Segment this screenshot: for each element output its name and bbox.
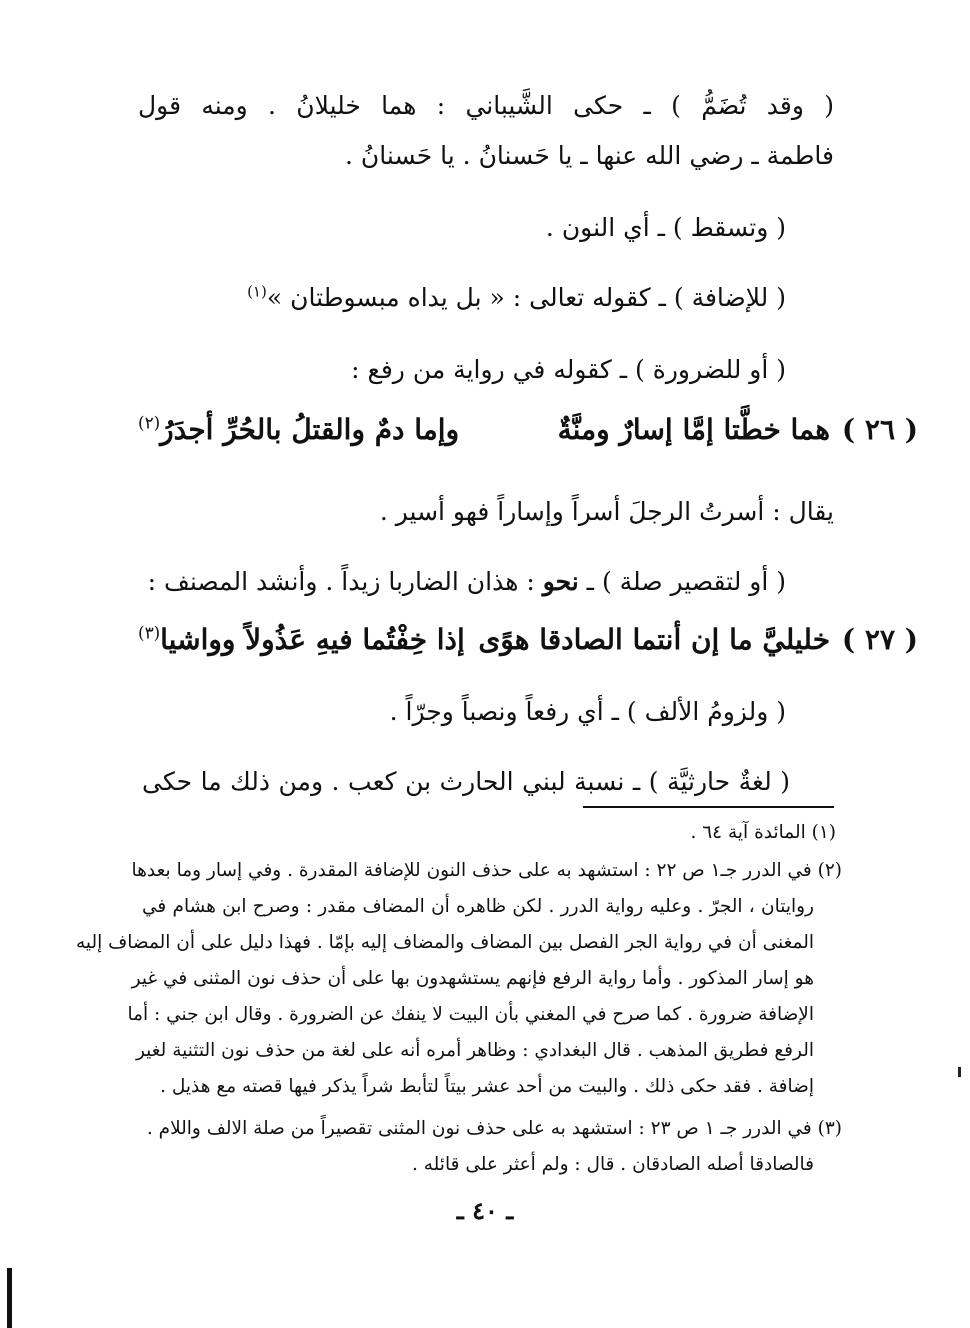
footnote-ref-2: (٢) — [138, 412, 161, 433]
scan-edge-mark — [7, 1268, 12, 1328]
verse-27 — [138, 620, 918, 664]
scan-speck — [958, 1067, 961, 1077]
footnote-2-line-1: (٢) في الدرر جـ١ ص ٢٢ : استشهد به على حذف النون للإضافة المقدرة . وفي إسار وما بعدها — [131, 860, 842, 881]
footnote-ref-1: (١) — [247, 282, 267, 301]
footnote-2-line-2: روايتان ، الجرّ . وعليه رواية الدرر . لكن ظاهره أن المضاف مقدر : وصرح ابن هشام في — [142, 896, 814, 917]
body-line-7: ( أو لتقصير صلة ) ـ نحو : هذان الضاربا زيداً . وأنشد المصنف : — [147, 567, 786, 596]
footnote-1: (١) المائدة آية ٦٤ . — [690, 822, 836, 843]
verse-first-hemistich: هما خطَّتا إمَّا إسارٌ ومنَّةٌ — [557, 413, 830, 446]
verse-first-hemistich: خليليَّ ما إن أنتما الصادقا هوًى — [478, 623, 830, 656]
quran-quote: ( للإضافة ) ـ كقوله تعالى : « بل يداه مبسوطتان » — [266, 283, 786, 312]
footnote-2-line-7: إضافة . فقد حكى ذلك . والبيت من أحد عشر بيتاً لتأبط شراً يذكر فيها قصته مع هذيل . — [160, 1076, 814, 1097]
footnote-ref-3: (٣) — [138, 622, 161, 643]
footnote-separator — [583, 806, 834, 808]
footnote-2-line-3: المغنى أن في رواية الجر الفصل بين المضاف والمضاف إليه بإمّا . فهذا دليل على أن المضاف إليه — [75, 932, 814, 953]
body-line-1: ( وقد تُضَمُّ ) ـ حكى الشَّيباني : هما خليلانُ . ومنه قول — [138, 91, 834, 120]
verse-26 — [138, 410, 918, 454]
verse-number: ( ٢٧ ) — [841, 623, 918, 656]
page-number: ـ ٤٠ ـ — [456, 1196, 514, 1225]
footnote-2-line-4: هو إسار المذكور . وأما رواية الرفع فإنهم يستشهدون بها على أن حذف نون المثنى في غير — [131, 968, 814, 989]
verse-second-hemistich: إذا خِفْتُما فيهِ عَذُولاً وواشيا$^{(٣)}$ — [138, 622, 465, 656]
verse-second-hemistich: وإما دمٌ والقتلُ بالحُرِّ أجدَرُ$^{(٢)}$ — [138, 412, 460, 446]
body-line-3: ( وتسقط ) ـ أي النون . — [545, 213, 786, 242]
footnote-2-line-6: الرفع فطريق المذهب . قال البغدادي : وظاهر أمره أنه على لغة من حذف نون التثنية لغير — [135, 1040, 814, 1061]
body-line-4 — [247, 280, 786, 316]
body-line-6: يقال : أسرتُ الرجلَ أسراً وإساراً فهو أسير . — [379, 497, 834, 526]
body-line-8: ( ولزومُ الألف ) ـ أي رفعاً ونصباً وجرّاً . — [389, 697, 786, 726]
verse-number: ( ٢٦ ) — [841, 413, 918, 446]
body-line-9: ( لغةٌ حارثيَّة ) ـ نسبة لبني الحارث بن كعب . ومن ذلك ما حكى — [142, 767, 790, 796]
footnote-3-line-2: فالصادقا أصله الصادقان . قال : ولم أعثر على قائله . — [412, 1154, 814, 1175]
body-line-5: ( أو للضرورة ) ـ كقوله في رواية من رفع : — [351, 355, 786, 384]
footnote-2-line-5: الإضافة ضرورة . كما صرح في المغني بأن البيت لا ينفك عن الضرورة . وقال ابن جني : أما — [127, 1004, 814, 1025]
bold-term: نحو — [542, 567, 579, 596]
footnote-3-line-1: (٣) في الدرر جـ ١ ص ٢٣ : استشهد به على حذف نون المثنى تقصيراً من صلة الالف واللام . — [146, 1118, 842, 1139]
body-line-2: فاطمة ـ رضي الله عنها ـ يا حَسنانُ . يا حَسنانُ . — [345, 141, 834, 170]
